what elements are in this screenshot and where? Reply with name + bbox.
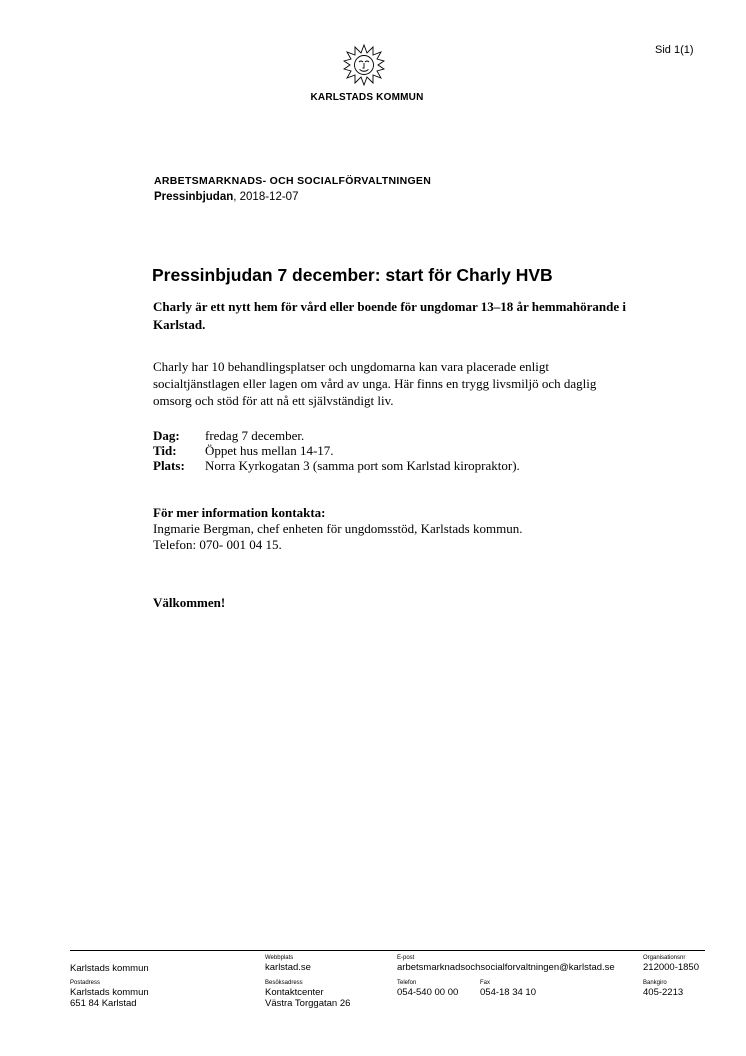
detail-row-place: [153, 458, 520, 473]
contact-person: Ingmarie Bergman, chef enheten för ungdomsstöd, Karlstads kommun.: [153, 521, 523, 536]
footer-web-label: Webbplats: [265, 955, 294, 961]
footer-bankgiro-value: 405-2213: [643, 987, 684, 998]
footer-phone: [397, 980, 458, 998]
detail-label: Dag:: [153, 428, 180, 443]
footer-visit-line2: Västra Torggatan 26: [265, 998, 351, 1009]
doc-type: Pressinbjudan: [154, 191, 234, 203]
footer-postal-line2: 651 84 Karlstad: [70, 998, 137, 1009]
detail-value: Öppet hus mellan 14-17.: [205, 443, 334, 458]
footer-visit-label: Besöksadress: [265, 980, 303, 986]
event-details: [153, 428, 520, 473]
footer-email-label: E-post: [397, 955, 415, 961]
department-name: ARBETSMARKNADS- OCH SOCIALFÖRVALTNINGEN: [154, 175, 432, 187]
detail-label: Tid:: [153, 443, 177, 458]
detail-value: fredag 7 december.: [205, 428, 305, 443]
footer-fax-value: 054-18 34 10: [480, 987, 536, 998]
footer-orgnr-value: 212000-1850: [643, 962, 699, 973]
contact-phone: Telefon: 070- 001 04 15.: [153, 537, 282, 552]
detail-row-day: [153, 428, 520, 443]
body-paragraph: Charly har 10 behandlingsplatser och ungdomarna kan vara placerade enligt socialtjänstlagen eller lagen om vård av unga. Här finns en trygg livsmiljö och daglig omsorg och stöd för att nå ett självständigt liv.: [153, 359, 597, 408]
footer-divider: [70, 950, 705, 951]
footer-orgnr-label: Organisationsnr: [643, 955, 686, 961]
footer-phone-value: 054-540 00 00: [397, 987, 459, 998]
detail-value: Norra Kyrkogatan 3 (samma port som Karlstad kiropraktor).: [205, 458, 520, 473]
doc-date: , 2018-12-07: [233, 191, 299, 203]
footer-orgnr: [643, 955, 699, 973]
footer-email-value[interactable]: arbetsmarknadsochsocialforvaltningen@karlstad.se: [397, 962, 615, 973]
detail-label: Plats:: [153, 458, 185, 473]
footer-web-value[interactable]: karlstad.se: [265, 962, 311, 973]
sun-logo-icon: [343, 44, 385, 86]
footer-fax-label: Fax: [480, 980, 491, 986]
footer-web: [265, 955, 311, 973]
footer-postal-line1: Karlstads kommun: [70, 987, 149, 998]
page-number: Sid 1(1): [655, 44, 694, 56]
footer-fax: [480, 980, 536, 998]
headline: Pressinbjudan 7 december: start för Charly HVB: [152, 265, 553, 285]
org-name: KARLSTADS KOMMUN: [310, 92, 424, 103]
doc-type-line: [154, 191, 298, 203]
detail-row-time: [153, 443, 520, 458]
footer-visit: [265, 980, 350, 1009]
closing-greeting: Välkommen!: [153, 595, 226, 610]
footer-visit-line1: Kontaktcenter: [265, 987, 324, 998]
contact-heading: För mer information kontakta:: [153, 505, 326, 520]
contact-block: [153, 505, 653, 553]
footer-bankgiro: [643, 980, 683, 998]
footer-bankgiro-label: Bankgiro: [643, 980, 667, 986]
footer-name: Karlstads kommun: [70, 963, 149, 974]
footer-phone-label: Telefon: [397, 980, 417, 986]
footer-postal: [70, 980, 149, 1009]
footer-email: [397, 955, 615, 973]
lead-paragraph: Charly är ett nytt hem för vård eller boende för ungdomar 13–18 år hemmahörande i Karlstad.: [153, 299, 627, 332]
footer-postal-label: Postadress: [70, 980, 101, 986]
